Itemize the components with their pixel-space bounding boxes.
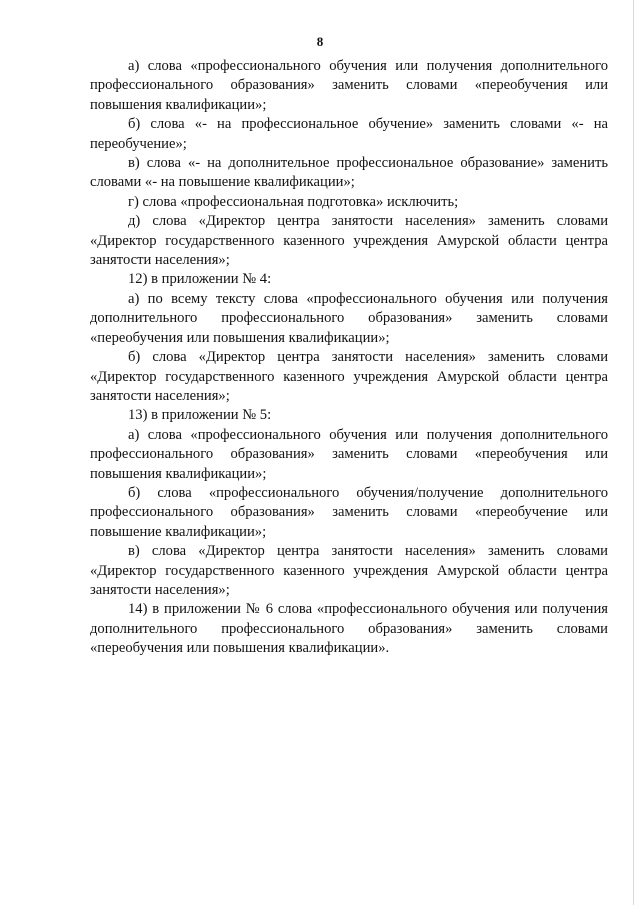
paragraph-item-b-1: б) слова «- на профессиональное обучение» заменить словами «- на переобучение»;: [90, 116, 608, 152]
page-number: 8: [316, 34, 324, 49]
paragraph-section-14: 14) в приложении № 6 слова «профессионального обучения или получения дополнительного профессионального образования» заменить словами «переобучения или повышения квалификации».: [90, 601, 608, 657]
paragraph-item-b-12: б) слова «Директор центра занятости населения» заменить словами «Директор государственного казенного учреждения Амурской области центра занятости населения»;: [90, 349, 608, 404]
paragraph-item-d-1: д) слова «Директор центра занятости населения» заменить словами «Директор государственного казенного учреждения Амурской области центра занятости населения»;: [90, 213, 608, 269]
paragraph-item-g-1: г) слова «профессиональная подготовка» исключить;: [128, 193, 459, 210]
paragraph-item-v-1: в) слова «- на дополнительное профессиональное образование» заменить словами «- на повышение квалификации»;: [90, 155, 608, 191]
paragraph-item-a-12: а) по всему тексту слова «профессионального обучения или получения дополнительного профессионального образования» заменить словами «переобучения или повышения квалификации»;: [90, 290, 608, 346]
document-body: [90, 57, 608, 659]
paragraph-item-b-13: б) слова «профессионального обучения/получение дополнительного профессионального образования» заменить словами «переобучение или повышение квалификации»;: [90, 484, 608, 540]
paragraph-section-13: 13) в приложении № 5:: [128, 407, 272, 424]
scan-edge-line: [633, 0, 634, 905]
paragraph-item-v-13: в) слова «Директор центра занятости населения» заменить словами «Директор государственного казенного учреждения Амурской области центра занятости населения»;: [90, 543, 608, 598]
paragraph-item-a-1: а) слова «профессионального обучения или получения дополнительного профессионального образования» заменить словами «переобучения или повышения квалификации»;: [90, 58, 608, 113]
paragraph-section-12: 12) в приложении № 4:: [128, 271, 272, 288]
paragraph-item-a-13: а) слова «профессионального обучения или получения дополнительного профессионального образования» заменить словами «переобучения или повышения квалификации»;: [90, 426, 608, 482]
